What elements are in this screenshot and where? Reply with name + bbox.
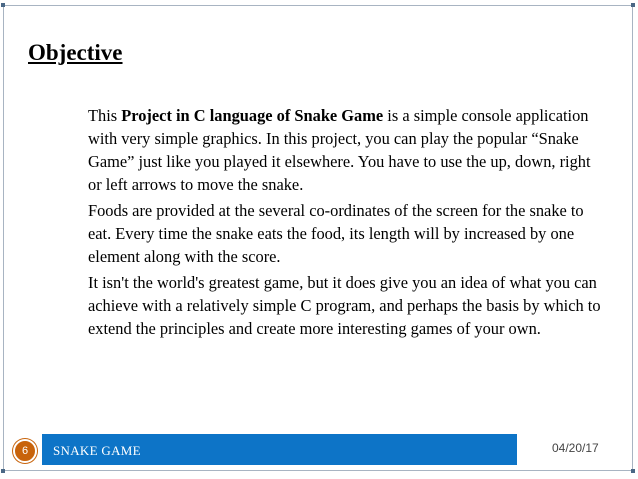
bullet-item [68,199,603,268]
frame-corner-bottom-left [1,469,5,473]
footer-date: 04/20/17 [552,441,599,455]
footer-bar [42,434,517,465]
footer-title: SNAKE GAME [53,443,141,458]
bullet-list [68,104,603,340]
bullet-text: Foods are provided at the several co-ordinates of the screen for the snake to eat. Every time the snake eats the food, its length will by increased by one element along with the score. [88,201,584,266]
bullet-bold-text: Project in C language of Snake Game [121,106,384,125]
frame-corner-top-left [1,3,5,7]
slide-title: Objective [28,40,123,65]
bullet-text: is a simple console application with very simple graphics. In this project, you can play the popular “Snake Game” just like you played it elsewhere. You have to use the up, down, right or left arrows to move the snake. [88,106,591,194]
bullet-text: It isn't the world's greatest game, but it does give you an idea of what you can achieve with a relatively simple C program, and perhaps the basis by which to extend the principles and create more interesting games of your own. [88,273,601,338]
frame-corner-top-right [631,3,635,7]
bullet-item [68,271,603,340]
slide-number-badge: 6 [13,439,37,463]
frame-corner-bottom-right [631,469,635,473]
bullet-item [68,104,603,196]
bullet-text: This [88,106,122,125]
